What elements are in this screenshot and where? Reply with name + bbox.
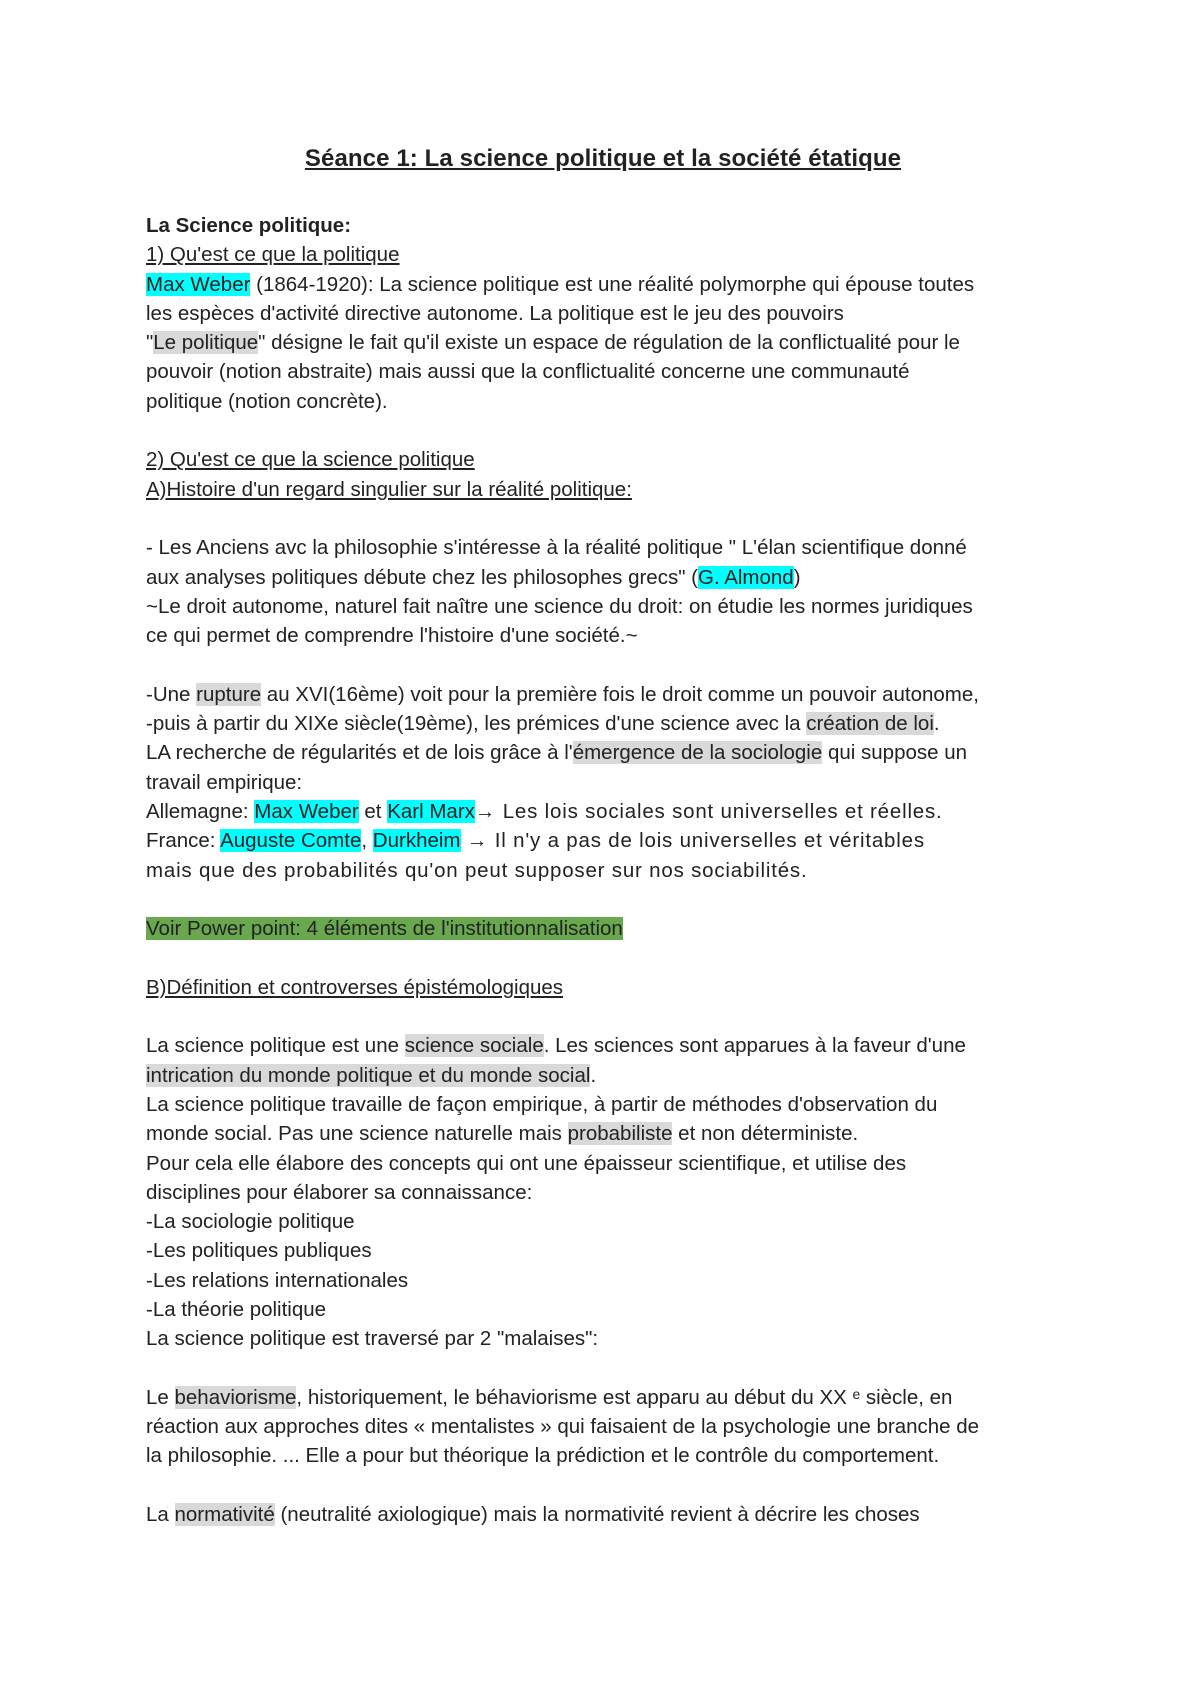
subsection-a-heading: A)Histoire d'un regard singulier sur la réalité politique:: [146, 477, 632, 501]
list-item: -Les relations internationales: [146, 1268, 409, 1292]
highlight-emergence-sociologie: émergence de la sociologie: [572, 741, 823, 765]
highlight-almond: G. Almond: [698, 565, 794, 589]
highlight-le-politique: Le politique: [153, 331, 259, 355]
paragraph-anciens: - Les Anciens avc la philosophie s'intéresse à la réalité politique " L'élan scientifique donné aux analyses politiques débute chez les philosophes grecs" (G. Almond) ~Le droit autonome, naturel fait naître une science du droit: on étudie les normes juridiques ce qui permet de comprendre l'histoire d'une société.~: [146, 536, 973, 648]
list-item: -La sociologie politique: [146, 1210, 355, 1234]
highlight-karl-marx: Karl Marx: [387, 799, 475, 823]
highlight-intrication: intrication du monde politique et du monde social: [146, 1063, 591, 1087]
highlight-creation-de-loi: création de loi: [806, 712, 934, 736]
list-item: -La théorie politique: [146, 1297, 327, 1321]
highlight-science-sociale: science sociale: [404, 1034, 544, 1058]
section-heading: La Science politique:: [146, 214, 352, 237]
highlight-rupture: rupture: [196, 682, 262, 706]
subsection-b-heading: B)Définition et controverses épistémologiques: [146, 975, 564, 999]
paragraph-rupture: -Une rupture au XVI(16ème) voit pour la première fois le droit comme un pouvoir autonome, -puis à partir du XIXe siècle(19ème), les prémices d'une science avec la création de loi. LA recherche de régularités et de lois grâce à l'émergence de la sociologie qui suppose un travail empirique: Allemagne: Max Weber et Karl Marx→ Les lois sociales sont universelles et réelles. France: Auguste Comte, Durkheim → Il n'y a pas de lois universelles et véritables mais que des probabilités qu'on peut supposer sur nos sociabilités.: [146, 682, 979, 882]
highlight-max-weber-2: Max Weber: [254, 799, 359, 823]
highlight-auguste-comte: Auguste Comte: [220, 829, 362, 853]
question-1-heading: 1) Qu'est ce que la politique: [146, 243, 400, 267]
highlight-durkheim: Durkheim: [372, 829, 461, 853]
highlight-max-weber: Max Weber: [146, 272, 251, 296]
highlight-normativite: normativité: [174, 1503, 275, 1527]
paragraph-definition: La science politique est une science sociale. Les sciences sont apparues à la faveur d'une intrication du monde politique et du monde social. La science politique travaille de façon empirique, à partir de méthodes d'observation du monde social. Pas une science naturelle mais probabiliste et non déterministe. Pour cela elle élabore des concepts qui ont une épaisseur scientifique, et utilise des disciplines pour élaborer sa connaissance: -La sociologie politique -Les politiques publiques -Les relations internationales -La théorie politique La science politique est traversé par 2 "malaises":: [146, 1031, 1060, 1353]
highlight-behaviorisme: behaviorisme: [174, 1385, 297, 1409]
paragraph-behaviorisme: Le behaviorisme, historiquement, le béhaviorisme est apparu au début du XX ᵉ siècle, en réaction aux approches dites « mentalistes » qui faisaient de la psychologie une branche de la philosophie. ... Elle a pour but théorique la prédiction et le contrôle du comportement.: [146, 1385, 980, 1468]
list-item: -Les politiques publiques: [146, 1239, 372, 1263]
highlight-probabiliste: probabiliste: [567, 1122, 673, 1146]
paragraph-weber: Max Weber (1864-1920): La science politique est une réalité polymorphe qui épouse toutes les espèces d'activité directive autonome. La politique est le jeu des pouvoirs "Le politique" désigne le fait qu'il existe un espace de régulation de la conflictualité pour le pouvoir (notion abstraite) mais aussi que la conflictualité concerne une communauté politique (notion concrète).: [146, 272, 975, 413]
page-title: Séance 1: La science politique et la société étatique: [304, 145, 902, 172]
question-2-heading: 2) Qu'est ce que la science politique: [146, 448, 475, 472]
powerpoint-note: Voir Power point: 4 éléments de l'institutionnalisation: [146, 917, 623, 941]
paragraph-normativite: La normativité (neutralité axiologique) mais la normativité revient à décrire les choses: [146, 1503, 920, 1527]
